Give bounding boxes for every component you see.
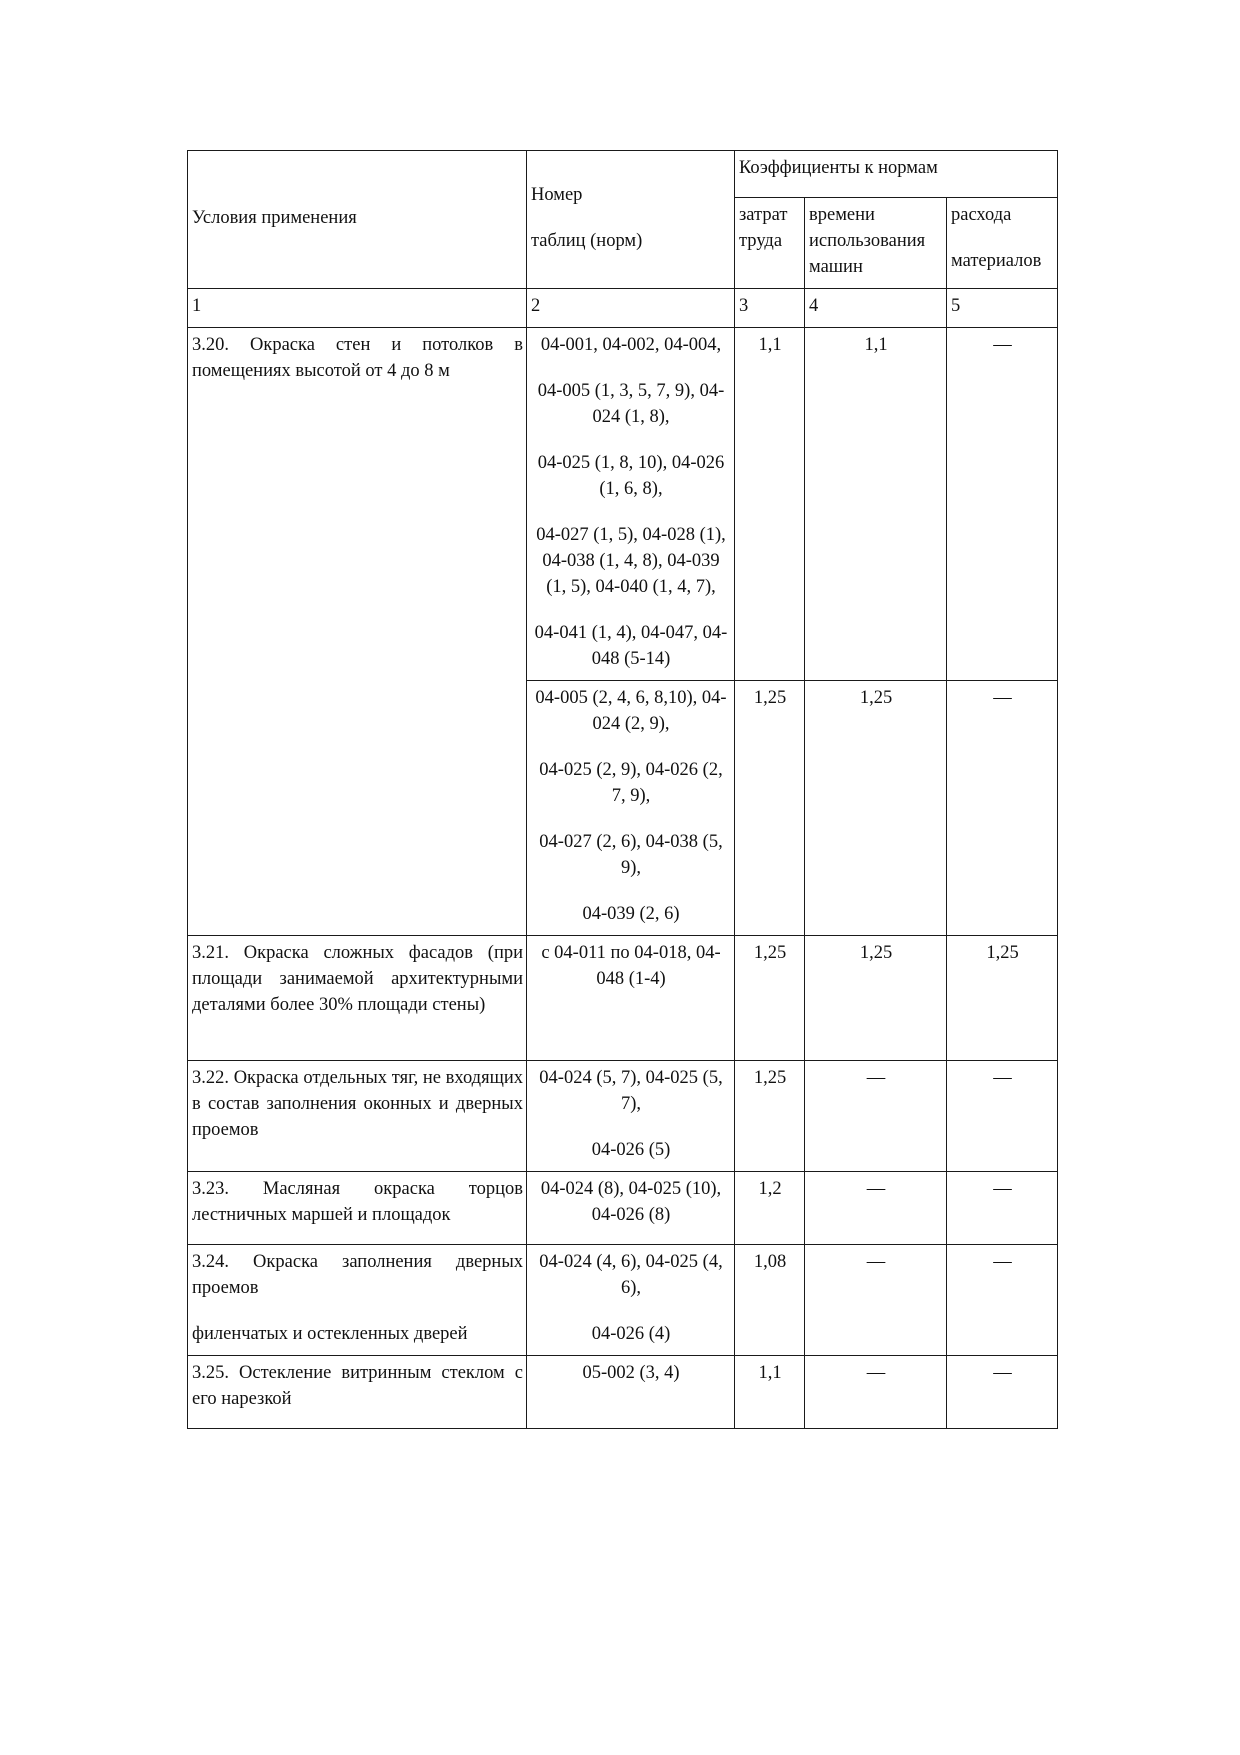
norm-ref: 04-025 (2, 9), 04-026 (2, 7, 9), (539, 760, 723, 806)
header-materials-line1: расхода (951, 205, 1012, 225)
header-number-line2: таблиц (норм) (531, 230, 643, 251)
header-coefficients (735, 151, 1058, 198)
header-number-line1: Номер (531, 184, 583, 205)
materials-coef: — (947, 328, 1058, 681)
machines-coef: 1,25 (805, 936, 947, 1061)
condition-cell: 3.23. Масляная окраска торцов лестничных маршей и площадок (188, 1172, 527, 1245)
condition-cell: 3.25. Остекление витринным стеклом с его нарезкой (188, 1356, 527, 1429)
condition-cell: 3.20. Окраска стен и потолков в помещениях высотой от 4 до 8 м (188, 328, 527, 936)
numbers-cell (527, 1172, 735, 1245)
table-row (188, 328, 1058, 681)
machines-coef: 1,25 (805, 681, 947, 936)
labor-coef: 1,08 (735, 1245, 805, 1356)
norm-ref: 04-027 (2, 6), 04-038 (5, 9), (539, 832, 723, 878)
norm-ref: 04-005 (1, 3, 5, 7, 9), 04-024 (1, 8), (537, 381, 725, 427)
col-number: 5 (947, 289, 1058, 328)
header-number (527, 151, 735, 289)
col-number: 1 (188, 289, 527, 328)
header-machines (805, 198, 947, 289)
header-machines-text: времени использования машин (809, 205, 926, 277)
condition-line1: 3.24. Окраска заполнения дверных проемов (192, 1252, 523, 1298)
materials-coef: 1,25 (947, 936, 1058, 1061)
numbers-cell (527, 1061, 735, 1172)
machines-coef: 1,1 (805, 328, 947, 681)
header-labor-line2: труда (739, 231, 783, 251)
table-row (188, 936, 1058, 1061)
materials-coef: — (947, 681, 1058, 936)
materials-coef: — (947, 1245, 1058, 1356)
header-labor-line1: затрат (739, 205, 788, 225)
norm-ref: 04-001, 04-002, 04-004, (540, 335, 722, 355)
norm-ref: 04-024 (4, 6), 04-025 (4, 6), (539, 1252, 723, 1298)
header-conditions-text: Условия применения (192, 207, 357, 228)
table-row (188, 1245, 1058, 1356)
labor-coef: 1,1 (735, 1356, 805, 1429)
numbers-cell (527, 1356, 735, 1429)
numbers-cell (527, 681, 735, 936)
col-number: 4 (805, 289, 947, 328)
coefficients-table (187, 150, 1058, 1429)
header-row-1 (188, 151, 1058, 198)
machines-coef: — (805, 1245, 947, 1356)
labor-coef: 1,2 (735, 1172, 805, 1245)
header-coefficients-text: Коэффициенты к нормам (739, 158, 938, 178)
norm-ref: 05-002 (3, 4) (582, 1363, 680, 1383)
norm-ref: 04-041 (1, 4), 04-047, 04-048 (5-14) (534, 623, 728, 669)
labor-coef: 1,1 (735, 328, 805, 681)
norm-ref: 04-025 (1, 8, 10), 04-026 (1, 6, 8), (537, 453, 725, 499)
materials-coef: — (947, 1172, 1058, 1245)
norm-ref: 04-024 (5, 7), 04-025 (5, 7), (539, 1068, 723, 1114)
machines-coef: — (805, 1172, 947, 1245)
numbers-cell (527, 328, 735, 681)
machines-coef: — (805, 1061, 947, 1172)
materials-coef: — (947, 1356, 1058, 1429)
table-row (188, 1356, 1058, 1429)
norm-ref: 04-039 (2, 6) (582, 904, 680, 924)
norm-ref: 04-026 (5) (591, 1140, 671, 1160)
labor-coef: 1,25 (735, 681, 805, 936)
table-row (188, 1061, 1058, 1172)
header-materials (947, 198, 1058, 289)
materials-coef: — (947, 1061, 1058, 1172)
norm-ref: 04-027 (1, 5), 04-028 (1), 04-038 (1, 4, 8), 04-039 (1, 5), 04-040 (1, 4, 7), (536, 525, 726, 597)
norm-ref: 04-026 (4) (591, 1324, 671, 1344)
col-number: 2 (527, 289, 735, 328)
condition-line2: филенчатых и остекленных дверей (192, 1324, 468, 1344)
header-conditions (188, 151, 527, 289)
header-materials-line2: материалов (951, 251, 1042, 271)
condition-cell: 3.21. Окраска сложных фасадов (при площади занимаемой архитектурными деталями более 30% площади стены) (188, 936, 527, 1061)
norm-ref: с 04-011 по 04-018, 04-048 (1-4) (541, 943, 721, 989)
labor-coef: 1,25 (735, 936, 805, 1061)
numbers-cell (527, 936, 735, 1061)
norm-ref: 04-005 (2, 4, 6, 8,10), 04-024 (2, 9), (535, 688, 727, 734)
numbers-cell (527, 1245, 735, 1356)
labor-coef: 1,25 (735, 1061, 805, 1172)
machines-coef: — (805, 1356, 947, 1429)
table-row (188, 1172, 1058, 1245)
condition-cell: 3.22. Окраска отдельных тяг, не входящих в состав заполнения оконных и дверных проемов (188, 1061, 527, 1172)
condition-cell (188, 1245, 527, 1356)
header-labor (735, 198, 805, 289)
norm-ref: 04-024 (8), 04-025 (10), 04-026 (8) (540, 1179, 722, 1225)
column-numbers-row (188, 289, 1058, 328)
col-number: 3 (735, 289, 805, 328)
